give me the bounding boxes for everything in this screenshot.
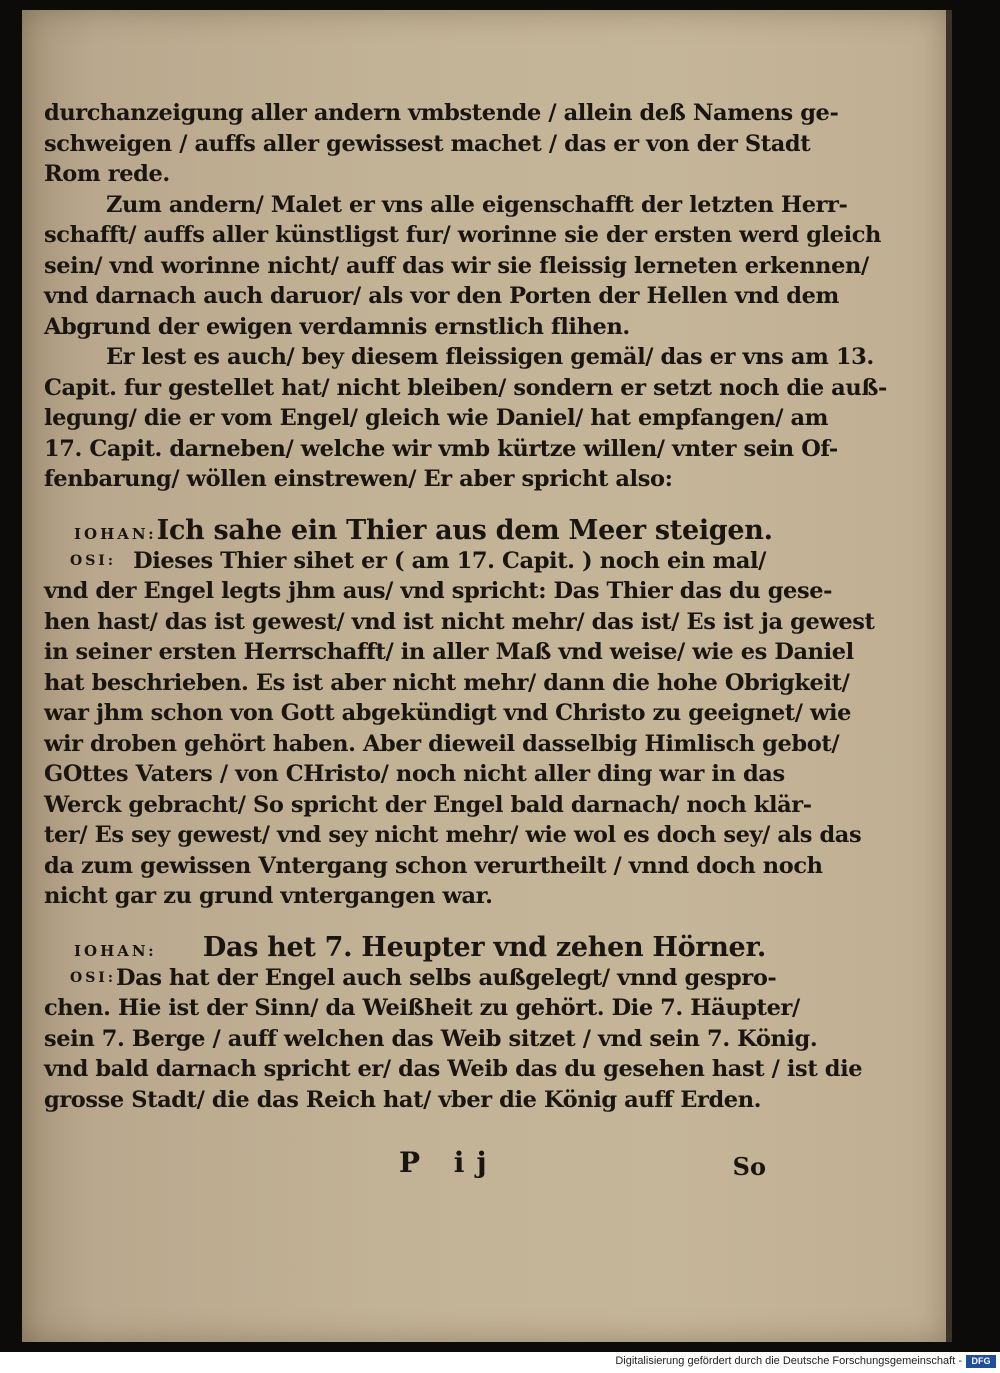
text-line: schweigen / auffs aller gewissest machet / das er von der Stadt: [44, 130, 811, 157]
text-line: Capit. fur gestellet hat/ nicht bleiben/ sondern er setzt noch die auß-: [44, 374, 887, 401]
text-line: Er lest es auch/ bey diesem fleissigen gemäl/ das er vns am 13.: [106, 344, 874, 370]
text-line: vnd darnach auch daruor/ als vor den Porten der Hellen vnd dem: [44, 283, 839, 309]
text-line: Werck gebracht/ So spricht der Engel bald darnach/ noch klär-: [44, 791, 812, 818]
text-line: 17. Capit. darneben/ welche wir vmb kürtze willen/ vnter sein Of-: [44, 435, 838, 462]
text-line: chen. Hie ist der Sinn/ da Weißheit zu gehört. Die 7. Häupter/: [44, 995, 800, 1021]
text-line: Dieses Thier sihet er ( am 17. Capit. ) noch ein mal/: [133, 547, 766, 574]
commentary-first-line: [44, 546, 766, 577]
catchword: So: [732, 1152, 766, 1181]
speaker-label: IOHAN:: [74, 524, 157, 543]
section-heading: [44, 932, 766, 963]
page-text: [44, 98, 887, 1115]
text-line: hen hast/ das ist gewest/ vnd ist nicht mehr/ das ist/ Es ist ja gewest: [44, 608, 875, 635]
osi-label: OSI:: [70, 552, 117, 569]
text-line: schafft/ auffs aller künstligst fur/ worinne sie der ersten werd gleich: [44, 222, 881, 248]
text-line: vnd der Engel legts jhm aus/ vnd spricht: Das Thier das du gese-: [44, 578, 833, 604]
text-line: Das hat der Engel auch selbs außgelegt/ vnnd gespro-: [116, 964, 777, 991]
text-line: ter/ Es sey gewest/ vnd sey nicht mehr/ wie wol es doch sey/ als das: [44, 822, 862, 848]
signature-mark: P ij: [399, 1146, 499, 1179]
section-heading: [44, 514, 773, 546]
text-line: sein/ vnd worinne nicht/ auff das wir sie fleissig lerneten erkennen/: [44, 252, 869, 279]
text-line: Rom rede.: [44, 161, 170, 187]
text-line: GOttes Vaters / von CHristo/ noch nicht aller ding war in das: [44, 761, 785, 787]
text-line: Zum andern/ Malet er vns alle eigenschafft der letzten Herr-: [106, 191, 848, 218]
text-line: nicht gar zu grund vntergangen war.: [44, 883, 493, 909]
text-line: sein 7. Berge / auff welchen das Weib sitzet / vnd sein 7. König.: [44, 1025, 818, 1052]
page-foot: [44, 1146, 766, 1186]
osi-label: OSI:: [70, 969, 117, 986]
text-line: vnd bald darnach spricht er/ das Weib das du gesehen hast / ist die: [44, 1056, 863, 1082]
commentary-first-line: [44, 963, 777, 994]
text-line: war jhm schon von Gott abgekündigt vnd Christo zu geeignet/ wie: [44, 700, 852, 726]
digitization-footer: [0, 1352, 1000, 1373]
text-line: in seiner ersten Herrschafft/ in aller Maß vnd weise/ wie es Daniel: [44, 639, 854, 665]
funding-credit: Digitalisierung gefördert durch die Deutsche Forschungsgemeinschaft -: [615, 1355, 962, 1367]
text-line: wir droben gehört haben. Aber dieweil dasselbig Himlisch gebot/: [44, 730, 840, 757]
headline: Ich sahe ein Thier aus dem Meer steigen.: [156, 514, 773, 546]
dfg-logo-icon: DFG: [966, 1355, 996, 1368]
text-line: grosse Stadt/ die das Reich hat/ vber die König auff Erden.: [44, 1086, 762, 1113]
text-line: Abgrund der ewigen verdamnis ernstlich flihen.: [44, 313, 630, 340]
headline: Das het 7. Heupter vnd zehen Hörner.: [202, 931, 766, 963]
text-line: durchanzeigung aller andern vmbstende / allein deß Namens ge-: [44, 100, 839, 126]
text-line: fenbarung/ wöllen einstrewen/ Er aber spricht also:: [44, 466, 673, 492]
speaker-label: IOHAN:: [74, 941, 157, 960]
text-line: legung/ die er vom Engel/ gleich wie Daniel/ hat empfangen/ am: [44, 405, 829, 431]
text-line: da zum gewissen Vntergang schon verurtheilt / vnnd doch noch: [44, 852, 823, 879]
text-line: hat beschrieben. Es ist aber nicht mehr/ dann die hohe Obrigkeit/: [44, 669, 850, 696]
page-edge: [946, 10, 952, 1342]
